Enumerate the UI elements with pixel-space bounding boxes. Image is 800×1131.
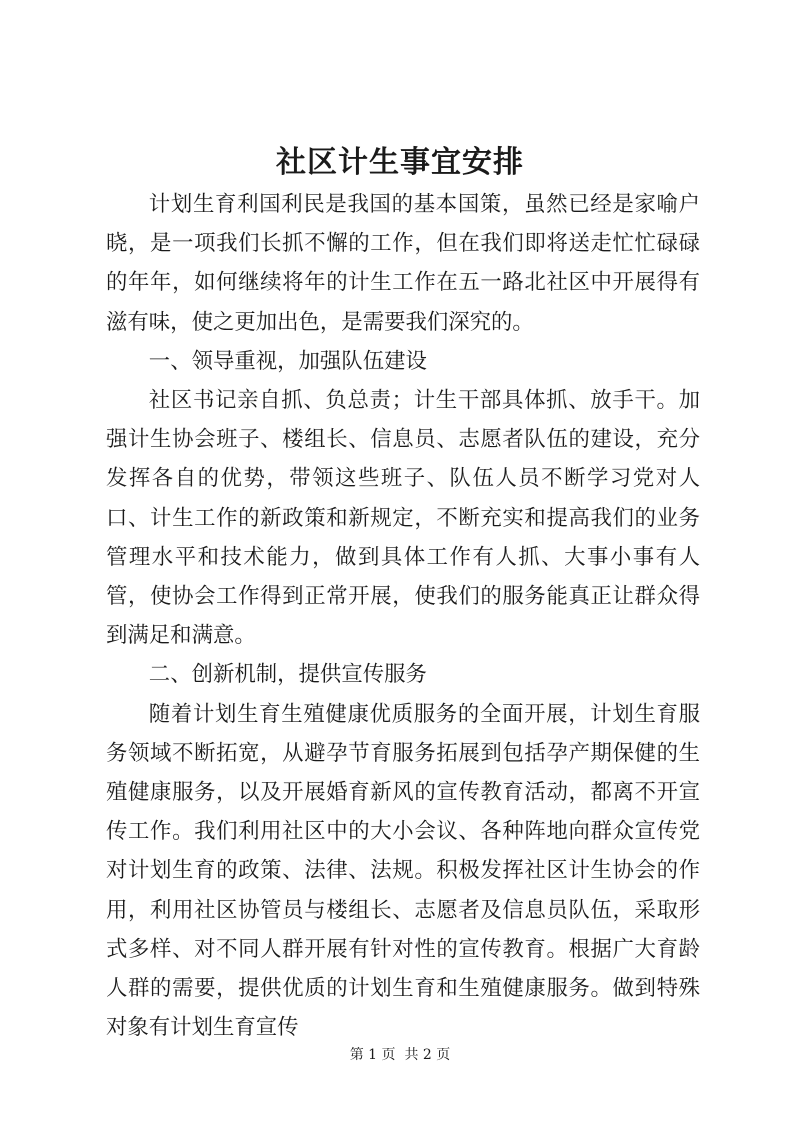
section-heading-1: 一、领导重视，加强队伍建设 xyxy=(148,348,427,374)
page-title: 社区计生事宜安排 xyxy=(276,145,524,180)
paragraph-intro: 计划生育利国利民是我国的基本国策，虽然已经是家喻户晓，是一项我们长抓不懈的工作，但在我们即将送走忙忙碌碌的年年，如何继续将年的计生工作在五一路北社区中开展得有滋有味，使之更加出色，是需要我们深究的。 xyxy=(106,192,700,335)
page-footer xyxy=(0,1045,800,1065)
page-number-label: 第 1 页 共 2 页 xyxy=(349,1047,451,1063)
paragraph-section-1: 社区书记亲自抓、负总责；计生干部具体抓、放手干。加强计生协会班子、楼组长、信息员、志愿者队伍的建设，充分发挥各自的优势，带领这些班子、队伍人员不断学习党对人口、计生工作的新政策和新规定，不断充实和提高我们的业务管理水平和技术能力，做到具体工作有人抓、大事小事有人管，使协会工作得到正常开展，使我们的服务能真正让群众得到满足和满意。 xyxy=(106,388,700,649)
paragraph-section-2: 随着计划生育生殖健康优质服务的全面开展，计划生育服务领域不断拓宽，从避孕节育服务拓展到包括孕产期保健的生殖健康服务，以及开展婚育新风的宣传教育活动，都离不开宣传工作。我们利用社区中的大小会议、各种阵地向群众宣传党对计划生育的政策、法律、法规。积极发挥社区计生协会的作用，利用社区协管员与楼组长、志愿者及信息员队伍，采取形式多样、对不同人群开展有针对性的宣传教育。根据广大育龄人群的需要，提供优质的计划生育和生殖健康服务。做到特殊对象有计划生育宣传 xyxy=(106,701,700,1041)
document-body xyxy=(106,185,700,1047)
section-heading-2: 二、创新机制，提供宣传服务 xyxy=(148,662,427,688)
